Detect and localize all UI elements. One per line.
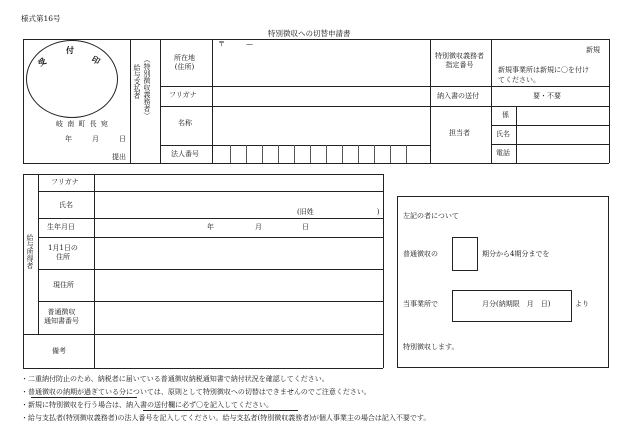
note-3: ・新規に特別徴収を行う場合は、納入書の送付欄に必ず〇を記入してください。 (21, 401, 273, 409)
date-month: 月 (92, 135, 99, 143)
payer-vertical-sub: （特別徴収義務者） (143, 56, 151, 119)
right-line3-mid: 月分(納期限 月 日) (482, 300, 551, 308)
right-line2-pre: 普通徴収の (403, 250, 438, 258)
period-input-box[interactable] (452, 237, 478, 271)
employee-name-label: 氏名 (59, 201, 73, 209)
addressee: 岐 南 町 長 宛 (56, 120, 109, 128)
form-number: 様式第16号 (21, 14, 61, 23)
stamp-char-1: 受 (36, 55, 48, 69)
note-1: ・二重納付防止のため、納税者に届いている普通徴収納税通知書で納付状況を確認してください。 (21, 375, 329, 383)
employee-vertical-label: 給与所得者 (26, 234, 34, 269)
payer-name-label: 名称 (178, 119, 192, 127)
notice-send-value: 要・不要 (533, 92, 561, 100)
phone-label: 電話 (496, 149, 510, 157)
payer-vertical-label: 給与支払者 (133, 64, 141, 99)
new-label: 新規 (586, 46, 600, 54)
birth-label: 生年月日 (47, 223, 75, 231)
stamp-char-3: 印 (90, 53, 102, 67)
address-label: 所在地 (住所) (174, 54, 195, 72)
new-note-line2: てください。 (498, 76, 540, 84)
right-line1: 左記の者について (403, 212, 459, 220)
right-line3-pre: 当事業所で (403, 300, 438, 308)
remarks-label: 備考 (52, 347, 66, 355)
corp-number-label: 法人番号 (171, 150, 199, 158)
form-title: 特別徴収への切替申請書 (268, 29, 351, 38)
note-4: ・給与支払者(特別徴収義務者)の法人番号を記入してください。給与支払者(特別徴収義務者)が個人事業主の場合は記入不要です。 (21, 414, 431, 422)
payer-furigana-label: フリガナ (169, 91, 197, 99)
date-year: 年 (65, 135, 72, 143)
birth-day: 日 (302, 223, 309, 231)
right-line2-post: 期分から4期分までを (482, 250, 550, 258)
note-2: ・普通徴収の納期が過ぎている分については、原則として特別徴収への切替はできませんのでご注意ください。 (21, 388, 371, 396)
stamp-char-2: 付 (66, 45, 74, 55)
notice-number-label: 普通徴収 通知書番号 (44, 308, 79, 326)
old-name: (旧姓 ) (297, 208, 380, 216)
postal-mark: 〒 — (218, 40, 253, 48)
employee-furigana-label: フリガナ (51, 178, 79, 186)
date-day: 日 (119, 135, 126, 143)
right-line3-post: より (575, 300, 589, 308)
section-label: 係 (502, 111, 509, 119)
new-note-line1: 新規事業所は新規に〇を付け (498, 66, 589, 74)
birth-month: 月 (255, 223, 262, 231)
notice-send-label: 納入書の送付 (437, 92, 479, 100)
person-label: 氏名 (496, 130, 510, 138)
designated-number-label: 特別徴収義務者 指定番号 (435, 52, 484, 70)
submitted-label: 提出 (112, 153, 126, 161)
right-line4: 特別徴収します。 (403, 343, 459, 351)
birth-year: 年 (207, 223, 214, 231)
current-address-label: 現住所 (53, 281, 74, 289)
jan1-address-label: 1月1日の 住所 (48, 244, 78, 262)
contact-label: 担当者 (449, 129, 470, 137)
